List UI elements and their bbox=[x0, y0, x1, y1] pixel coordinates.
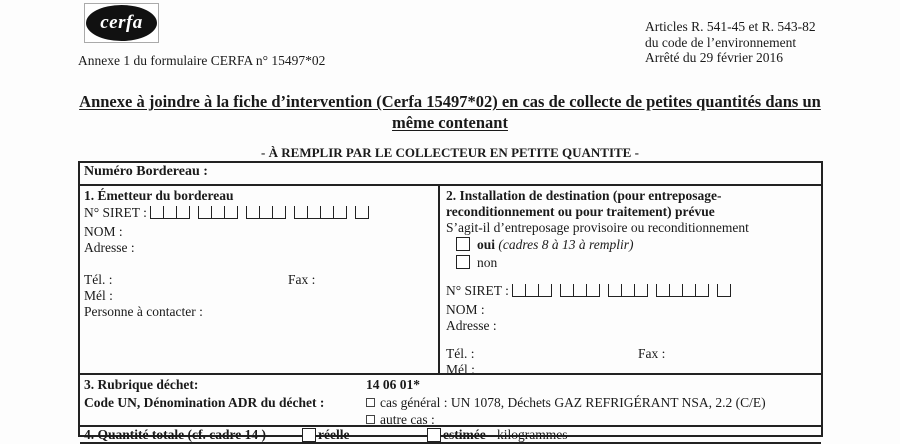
siret-box-group bbox=[512, 284, 551, 302]
spacer bbox=[446, 272, 815, 282]
siret-digit-cell[interactable] bbox=[176, 206, 190, 219]
emetteur-nom-label: NOM : bbox=[84, 224, 123, 239]
legal-ref-line-1: Articles R. 541-45 et R. 543-82 bbox=[645, 19, 816, 34]
emetteur-mel-label: Mél : bbox=[84, 288, 113, 303]
section-quantite-totale bbox=[80, 425, 821, 444]
estimee-row bbox=[427, 427, 486, 443]
siret-digit-cell[interactable] bbox=[259, 206, 273, 219]
destination-tel-label: Tél. : bbox=[446, 346, 475, 361]
siret-digit-cell[interactable] bbox=[586, 284, 600, 297]
oui-row bbox=[446, 236, 815, 254]
estimee-checkbox[interactable] bbox=[427, 428, 441, 442]
non-checkbox[interactable] bbox=[456, 255, 470, 269]
siret-digit-cell[interactable] bbox=[512, 284, 526, 297]
siret-box-group bbox=[608, 284, 647, 302]
siret-box-group bbox=[656, 284, 708, 302]
siret-box-group bbox=[355, 206, 368, 224]
non-label: non bbox=[477, 255, 498, 270]
form-table bbox=[78, 161, 823, 442]
siret-digit-cell[interactable] bbox=[717, 284, 731, 297]
destination-siret-row bbox=[446, 282, 815, 302]
destination-tel-fax-row bbox=[446, 346, 815, 362]
siret-digit-cell[interactable] bbox=[307, 206, 321, 219]
oui-note: (cadres 8 à 13 à remplir) bbox=[498, 237, 634, 252]
reelle-checkbox[interactable] bbox=[302, 428, 316, 442]
unit-label: kilogrammes bbox=[497, 427, 568, 442]
sections-1-2-row bbox=[80, 186, 821, 373]
section-1-title: 1. Émetteur du bordereau bbox=[84, 188, 234, 203]
siret-digit-cell[interactable] bbox=[560, 284, 574, 297]
siret-digit-cell[interactable] bbox=[682, 284, 696, 297]
reelle-label: réelle bbox=[318, 427, 350, 442]
siret-digit-cell[interactable] bbox=[621, 284, 635, 297]
emetteur-siret-label: N° SIRET : bbox=[84, 205, 147, 220]
siret-digit-cell[interactable] bbox=[211, 206, 225, 219]
destination-siret-label: N° SIRET : bbox=[446, 283, 509, 298]
legal-ref-line-2: du code de l’environnement bbox=[645, 34, 797, 50]
bordereau-number-label: Numéro Bordereau : bbox=[84, 164, 208, 179]
code-un-label: Code UN, Dénomination ADR du déchet : bbox=[84, 394, 325, 410]
siret-digit-cell[interactable] bbox=[538, 284, 552, 297]
oui-label: oui bbox=[477, 237, 496, 252]
legal-ref-line-3: Arrêté du 29 février 2016 bbox=[645, 50, 783, 65]
destination-adresse-label: Adresse : bbox=[446, 318, 497, 333]
emetteur-contact-label: Personne à contacter : bbox=[84, 304, 203, 319]
siret-digit-cell[interactable] bbox=[656, 284, 670, 297]
non-row bbox=[446, 254, 815, 272]
section-3-title: 3. Rubrique déchet: bbox=[84, 377, 199, 392]
emetteur-tel-label: Tél. : bbox=[84, 272, 113, 287]
siret-box-group bbox=[198, 206, 237, 224]
siret-box-group bbox=[246, 206, 285, 224]
siret-digit-cell[interactable] bbox=[163, 206, 177, 219]
siret-digit-cell[interactable] bbox=[150, 206, 164, 219]
cerfa-logo-ellipse bbox=[86, 5, 157, 41]
oui-checkbox[interactable] bbox=[456, 237, 470, 251]
siret-digit-cell[interactable] bbox=[608, 284, 622, 297]
document-subtitle: - À REMPLIR PAR LE COLLECTEUR EN PETITE QUANTITE - bbox=[261, 145, 639, 160]
reelle-row bbox=[302, 427, 349, 443]
siret-box-group bbox=[560, 284, 599, 302]
siret-digit-cell[interactable] bbox=[198, 206, 212, 219]
emetteur-tel-fax-row bbox=[84, 272, 434, 288]
destination-fax-label: Fax : bbox=[638, 346, 666, 361]
section-4-title: 4. Quantité totale (cf. cadre 14 ) bbox=[84, 427, 266, 442]
destination-question: S’agit-il d’entreposage provisoire ou reconditionnement bbox=[446, 220, 749, 235]
section-destination bbox=[440, 186, 821, 373]
siret-digit-cell[interactable] bbox=[333, 206, 347, 219]
emetteur-fax-label: Fax : bbox=[288, 272, 316, 287]
siret-digit-cell[interactable] bbox=[634, 284, 648, 297]
siret-box-group bbox=[150, 206, 189, 224]
siret-digit-cell[interactable] bbox=[272, 206, 286, 219]
siret-digit-cell[interactable] bbox=[355, 206, 369, 219]
siret-digit-cell[interactable] bbox=[294, 206, 308, 219]
siret-digit-cell[interactable] bbox=[224, 206, 238, 219]
autre-cas-text: autre cas : bbox=[380, 412, 435, 427]
spacer bbox=[84, 256, 434, 272]
siret-digit-cell[interactable] bbox=[525, 284, 539, 297]
emetteur-siret-row bbox=[84, 204, 434, 224]
cas-general-checkbox[interactable] bbox=[366, 398, 375, 407]
destination-mel-label: Mél : bbox=[446, 362, 475, 373]
section-2-title: 2. Installation de destination (pour entreposage-reconditionnement ou pour traitement) prévue bbox=[446, 188, 722, 219]
document-title: Annexe à joindre à la fiche d’intervention (Cerfa 15497*02) en cas de collecte de petites quantités dans un même contenant bbox=[79, 92, 821, 132]
rubrique-value: 14 06 01* bbox=[366, 377, 420, 392]
siret-box-group bbox=[294, 206, 346, 224]
form-reference: Annexe 1 du formulaire CERFA n° 15497*02 bbox=[78, 53, 326, 68]
section-rubrique-dechet bbox=[80, 373, 821, 425]
cerfa-logo-text: cerfa bbox=[100, 12, 143, 33]
legal-references bbox=[645, 19, 816, 66]
emetteur-siret-boxes[interactable] bbox=[150, 205, 377, 220]
section-emetteur bbox=[80, 186, 440, 373]
siret-digit-cell[interactable] bbox=[573, 284, 587, 297]
estimee-label: estimée bbox=[443, 427, 486, 442]
bordereau-number-row[interactable] bbox=[80, 163, 821, 186]
autre-cas-checkbox[interactable] bbox=[366, 415, 375, 424]
cas-general-row bbox=[366, 394, 821, 412]
destination-nom-label: NOM : bbox=[446, 302, 485, 317]
cerfa-logo bbox=[84, 3, 159, 43]
spacer bbox=[446, 334, 815, 346]
siret-digit-cell[interactable] bbox=[320, 206, 334, 219]
emetteur-adresse-label: Adresse : bbox=[84, 240, 135, 255]
cas-general-text: cas général : UN 1078, Déchets GAZ REFRIGÉRANT NSA, 2.2 (C/E) bbox=[380, 394, 766, 410]
siret-digit-cell[interactable] bbox=[246, 206, 260, 219]
siret-digit-cell[interactable] bbox=[695, 284, 709, 297]
siret-digit-cell[interactable] bbox=[669, 284, 683, 297]
destination-siret-boxes[interactable] bbox=[512, 283, 739, 298]
siret-box-group bbox=[717, 284, 730, 302]
